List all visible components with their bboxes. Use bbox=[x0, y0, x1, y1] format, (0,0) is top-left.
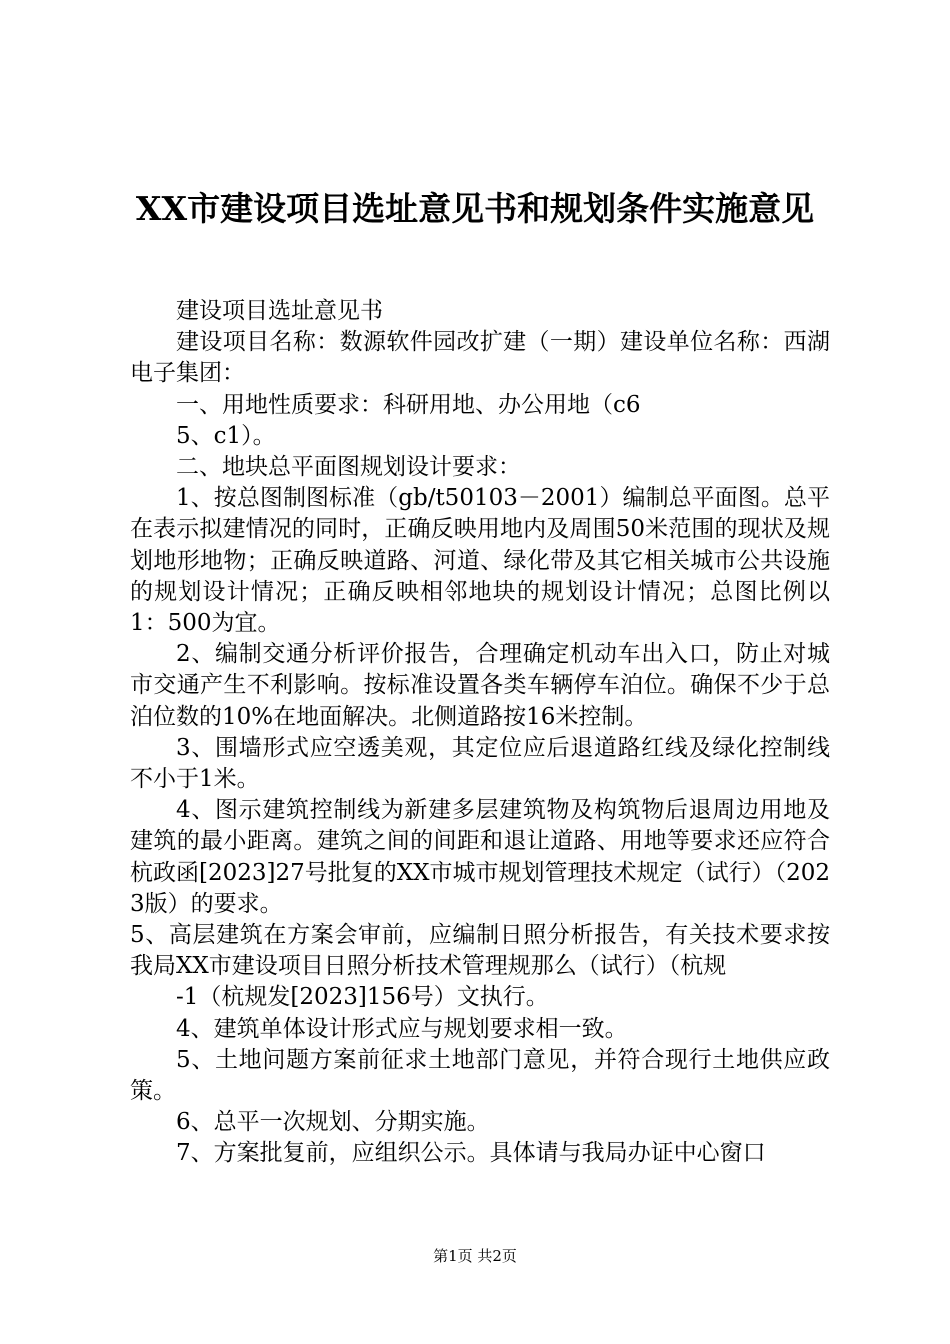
paragraph: 6、总平一次规划、分期实施。 bbox=[176, 1109, 490, 1136]
document-body bbox=[130, 296, 830, 1170]
document-title: XX市建设项目选址意见书和规划条件实施意见 bbox=[135, 189, 815, 228]
paragraph: 5、土地问题方案前征求土地部门意见，并符合现行土地供应政策。 bbox=[130, 1046, 830, 1105]
paragraph: 5、c1）。 bbox=[176, 422, 276, 449]
paragraph: 一、用地性质要求：科研用地、办公用地（c6 bbox=[176, 391, 641, 418]
paragraph: 建设项目名称：数源软件园改扩建（一期）建设单位名称：西湖电子集团： bbox=[130, 329, 830, 387]
paragraph: 4、图示建筑控制线为新建多层建筑物及构筑物后退周边用地及建筑的最小距离。建筑之间的间距和退让道路、用地等要求还应符合杭政函[2023]27号批复的XX市城市规划管理技术规定（试行）（2023版）的要求。 bbox=[130, 797, 830, 917]
paragraph: 建设项目选址意见书 bbox=[176, 298, 383, 324]
paragraph: 4、建筑单体设计形式应与规划要求相一致。 bbox=[176, 1015, 628, 1042]
paragraph: 5、高层建筑在方案会审前，应编制日照分析报告，有关技术要求按我局XX市建设项目日照分析技术管理规那么（试行）（杭规 bbox=[130, 922, 830, 980]
paragraph: 1、按总图制图标准（gb/t50103－2001）编制总平面图。总平在表示拟建情况的同时，正确反映用地内及周围50米范围的现状及规划地形地物；正确反映道路、河道、绿化带及其它相关城市公共设施的规划设计情况；正确反映相邻地块的规划设计情况；总图比例以1：500为宜。 bbox=[130, 485, 830, 637]
paragraph: 二、地块总平面图规划设计要求： bbox=[176, 454, 521, 481]
paragraph: 2、编制交通分析评价报告，合理确定机动车出入口，防止对城市交通产生不利影响。按标准设置各类车辆停车泊位。确保不少于总泊位数的10%在地面解决。北侧道路按16米控制。 bbox=[130, 641, 830, 730]
paragraph: 7、方案批复前，应组织公示。具体请与我局办证中心窗口 bbox=[176, 1140, 766, 1167]
paragraph: 3、围墙形式应空透美观，其定位应后退道路红线及绿化控制线不小于1米。 bbox=[130, 734, 830, 793]
paragraph: -1（杭规发[2023]156号）文执行。 bbox=[176, 984, 549, 1011]
page-footer: 第1页 共2页 bbox=[433, 1247, 517, 1265]
